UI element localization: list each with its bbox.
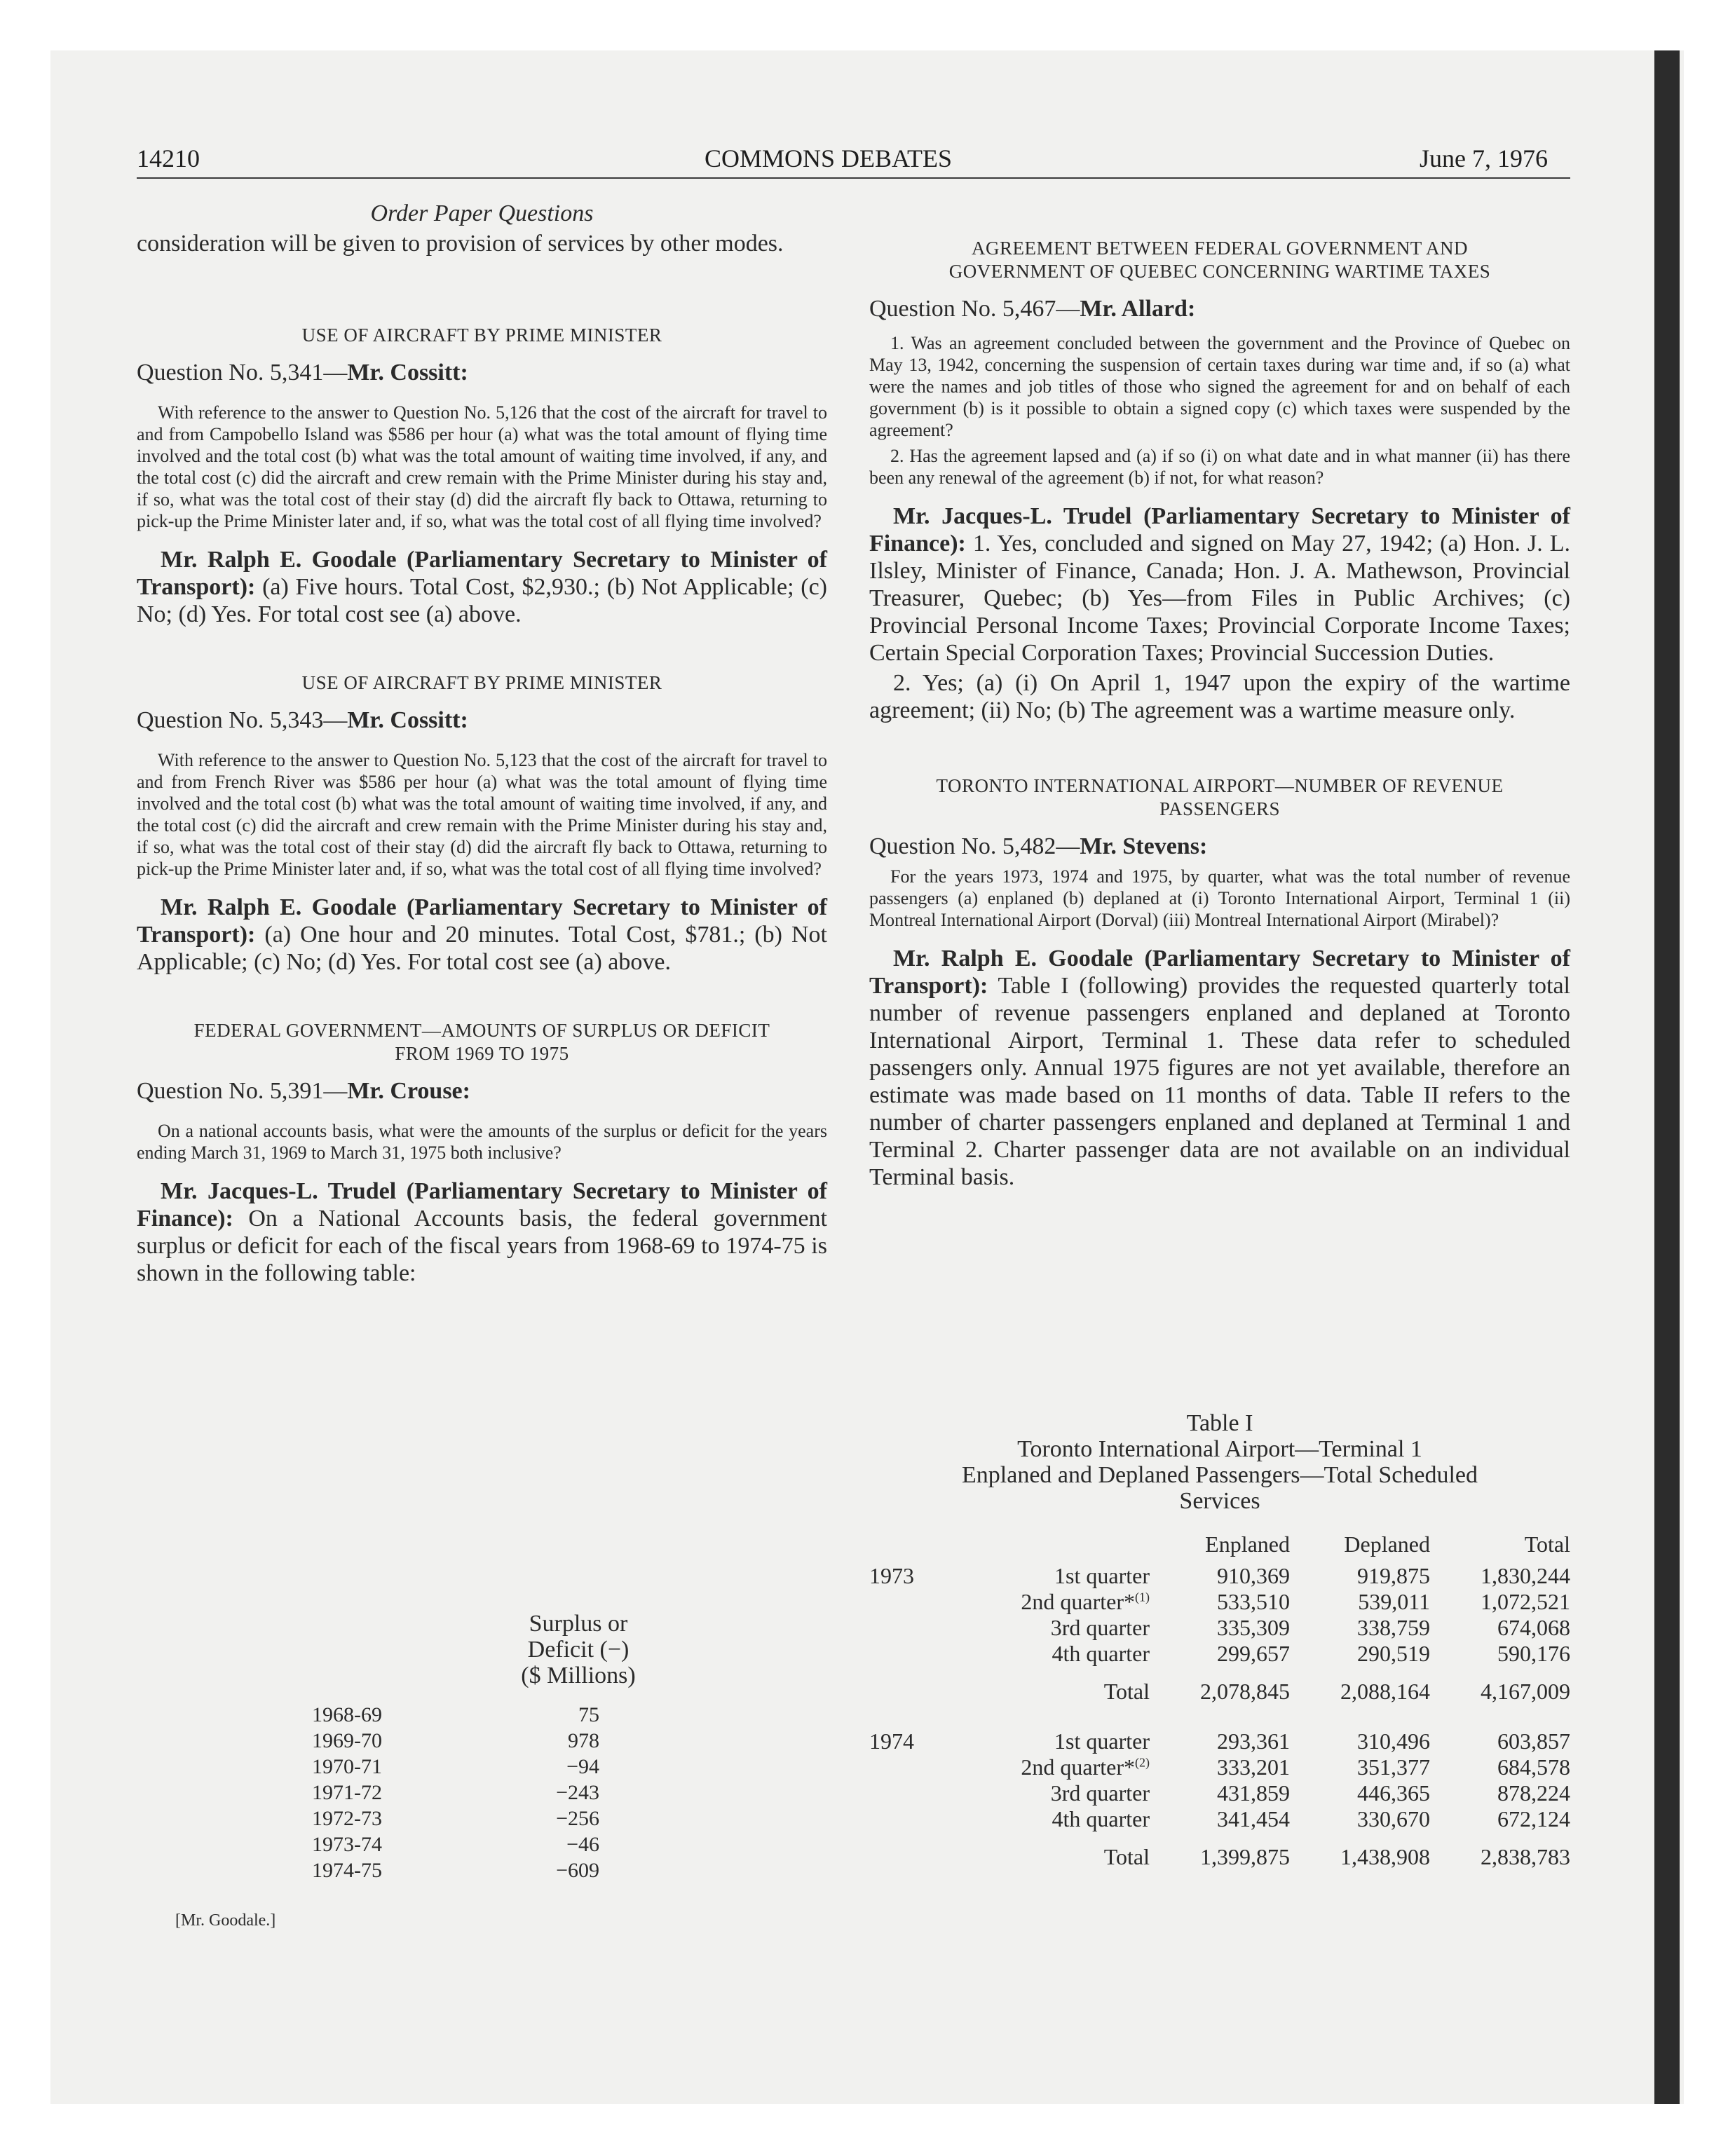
- answer-text: Mr. Jacques-L. Trudel (Parliamentary Secretary to Minister of Finance): 1. Yes, concluded and signed on May 27, 1942; (a) Hon. J. L. Ilsley, Minister of Finance, Canada; Hon. J. A. Mathewson, Provincial Treasurer, Quebec; (b) Yes—from Files in Public Archives; (c) Provincial Personal Income Taxes; Provincial Corporate Income Taxes; Certain Special Corporation Taxes; Provincial Succession Duties.: [869, 503, 1570, 666]
- enplaned-cell: 341,454: [1217, 1806, 1290, 1831]
- enplaned-cell: 2,078,845: [1200, 1679, 1290, 1704]
- deplaned-cell: 539,011: [1358, 1589, 1430, 1614]
- question-line: Question No. 5,343—Mr. Cossitt:: [137, 707, 468, 733]
- section-heading: TORONTO INTERNATIONAL AIRPORT—NUMBER OF REVENUE PASSENGERS: [936, 775, 1504, 819]
- answer-text: Mr. Ralph E. Goodale (Parliamentary Secretary to Minister of Transport): Table I (following) provides the requested quarterly total number of revenue passengers enplaned and deplaned at Toronto International Airport, Terminal 1. These data refer to scheduled passengers only. Annual 1975 figures are not yet available, therefore an estimate was made based on 11 months of data. Table II refers to the number of charter passengers enplaned and deplaned at Terminal 1 and Terminal 2. Charter passenger data are not available on an individual Terminal basis.: [869, 946, 1570, 1190]
- section-heading: USE OF AIRCRAFT BY PRIME MINISTER: [301, 672, 662, 693]
- deplaned-cell: 2,088,164: [1340, 1679, 1430, 1704]
- surplus-value: 978: [568, 1729, 599, 1752]
- enplaned-cell: 533,510: [1217, 1589, 1290, 1614]
- quarter-cell: 4th quarter: [1052, 1806, 1150, 1831]
- question-text: For the years 1973, 1974 and 1975, by quarter, what was the total number of revenue passengers (a) enplaned (b) deplaned at (i) Toronto International Airport, Terminal 1 (ii) Montreal International Airport (Dorval) (iii) Montreal International Airport (Mirabel)?: [869, 866, 1570, 930]
- total-cell: 4,167,009: [1481, 1679, 1570, 1704]
- column-header: Total: [1524, 1531, 1570, 1557]
- enplaned-cell: 431,859: [1217, 1780, 1290, 1806]
- table-row: [869, 1641, 1570, 1667]
- surplus-value: 75: [578, 1703, 599, 1726]
- surplus-column-header: Surplus or Deficit (−) ($ Millions): [521, 1611, 636, 1688]
- continuation-text: consideration will be given to provision of services by other modes.: [137, 231, 784, 257]
- speaker-note: [Mr. Goodale.]: [175, 1911, 276, 1930]
- fiscal-year: 1972-73: [312, 1807, 382, 1830]
- fiscal-year: 1968-69: [312, 1703, 382, 1726]
- question-text: 1. Was an agreement concluded between the government and the Province of Quebec on May 13, 1942, concerning the suspension of certain taxes during war time and, if so (a) what were the names and job titles of those who signed the agreement for and on behalf of each government (b) is it possible to obtain a signed copy (c) which taxes were suspended by the agreement?: [869, 333, 1570, 440]
- right-column: [869, 196, 1570, 1191]
- table-caption: Table I Toronto International Airport—Terminal 1 Enplaned and Deplaned Passengers—Total Scheduled Services: [962, 1410, 1478, 1514]
- deplaned-cell: 919,875: [1357, 1563, 1430, 1588]
- quarter-cell: 4th quarter: [1052, 1641, 1150, 1666]
- table-row: [869, 1728, 1570, 1754]
- fiscal-year: 1973-74: [312, 1833, 382, 1856]
- total-cell: 1,072,521: [1481, 1589, 1570, 1614]
- quarter-cell: 1st quarter: [1054, 1728, 1150, 1754]
- total-cell: 2,838,783: [1481, 1844, 1570, 1869]
- footnote-marker: (2): [1135, 1755, 1150, 1770]
- answer-text: 2. Yes; (a) (i) On April 1, 1947 upon the expiry of the wartime agreement; (ii) No; (b) The agreement was a wartime measure only.: [869, 670, 1570, 723]
- deplaned-cell: 338,759: [1357, 1615, 1430, 1640]
- total-cell: 603,857: [1497, 1728, 1570, 1754]
- total-cell: 672,124: [1497, 1806, 1570, 1831]
- question-text: 2. Has the agreement lapsed and (a) if so (i) on what date and in what manner (ii) has there been any renewal of the agreement (b) if not, for what reason?: [869, 446, 1570, 488]
- running-title: Order Paper Questions: [370, 200, 594, 226]
- publication-title: COMMONS DEBATES: [705, 144, 953, 172]
- surplus-value: −94: [566, 1755, 599, 1778]
- section-heading: USE OF AIRCRAFT BY PRIME MINISTER: [301, 325, 662, 346]
- total-cell: 1,830,244: [1481, 1563, 1570, 1588]
- quarter-cell: Total: [1103, 1844, 1150, 1869]
- question-line: Question No. 5,341—Mr. Cossitt:: [137, 360, 468, 386]
- deplaned-cell: 1,438,908: [1340, 1844, 1430, 1869]
- surplus-value: −609: [556, 1859, 599, 1882]
- quarter-cell: 1st quarter: [1054, 1563, 1150, 1588]
- enplaned-cell: 910,369: [1217, 1563, 1290, 1588]
- table-header-row: [869, 1531, 1570, 1557]
- deplaned-cell: 290,519: [1357, 1641, 1430, 1666]
- column-header: Deplaned: [1344, 1531, 1430, 1557]
- table-row: [312, 1807, 662, 1833]
- enplaned-cell: 335,309: [1217, 1615, 1290, 1640]
- fiscal-year: 1974-75: [312, 1859, 382, 1882]
- deplaned-cell: 446,365: [1357, 1780, 1430, 1806]
- table-row: [869, 1563, 1570, 1589]
- enplaned-cell: 1,399,875: [1200, 1844, 1290, 1869]
- surplus-value: −243: [556, 1781, 599, 1804]
- section-heading: AGREEMENT BETWEEN FEDERAL GOVERNMENT AND GOVERNMENT OF QUEBEC CONCERNING WARTIME TAXES: [948, 238, 1491, 282]
- scan-edge-bar: [1654, 50, 1680, 2104]
- question-line: Question No. 5,467—Mr. Allard:: [869, 296, 1196, 322]
- question-text: With reference to the answer to Question No. 5,126 that the cost of the aircraft for travel to and from Campobello Island was $586 per hour (a) what was the total amount of flying time involved and the total cost (b) what was the total amount of waiting time involved, if any, and the total cost (c) did the aircraft and crew remain with the Prime Minister during his stay and, if so, what was the total cost of their stay (d) did the aircraft fly back to Ottawa, returning to pick-up the Prime Minister later and, if so, what was the total cost of all flying time involved?: [137, 402, 827, 531]
- deplaned-cell: 310,496: [1357, 1728, 1430, 1754]
- table-row: [869, 1679, 1570, 1705]
- fiscal-year: 1969-70: [312, 1729, 382, 1752]
- question-line: Question No. 5,482—Mr. Stevens:: [869, 833, 1208, 859]
- table-row: [312, 1703, 662, 1729]
- question-text: With reference to the answer to Question No. 5,123 that the cost of the aircraft for travel to and from French River was $586 per hour (a) what was the total amount of flying time involved and the total cost (b) what was the total amount of waiting time involved, if any, and the total cost (c) did the aircraft and crew remain with the Prime Minister during his stay and, if so, what was the total cost of their stay (d) did the aircraft fly back to Ottawa, returning to pick-up the Prime Minister later and, if so, what was the total cost of all flying time involved?: [137, 750, 827, 879]
- quarter-cell: Total: [1103, 1679, 1150, 1704]
- total-cell: 590,176: [1497, 1641, 1570, 1666]
- table-row: [312, 1833, 662, 1859]
- left-column: [137, 196, 827, 1287]
- total-cell: 878,224: [1497, 1780, 1570, 1806]
- table-row: [869, 1844, 1570, 1870]
- table-row: [312, 1859, 662, 1885]
- surplus-value: −46: [566, 1833, 599, 1856]
- surplus-value: −256: [556, 1807, 599, 1830]
- table-row: [312, 1729, 662, 1755]
- enplaned-cell: 293,361: [1217, 1728, 1290, 1754]
- table-row: [869, 1806, 1570, 1832]
- page-date: June 7, 1976: [1420, 144, 1548, 172]
- quarter-cell: 3rd quarter: [1050, 1615, 1150, 1640]
- table-row: [869, 1780, 1570, 1806]
- question-line: Question No. 5,391—Mr. Crouse:: [137, 1078, 470, 1104]
- column-header: Enplaned: [1205, 1531, 1290, 1557]
- answer-text: Mr. Jacques-L. Trudel (Parliamentary Secretary to Minister of Finance): On a National Accounts basis, the federal government surplus or deficit for each of the fiscal years from 1968-69 to 1974-75 is shown in the following table:: [137, 1178, 827, 1286]
- header-rule: [137, 177, 1570, 179]
- quarter-cell: 3rd quarter: [1050, 1780, 1150, 1806]
- page-number: 14210: [137, 144, 200, 172]
- answer-text: Mr. Ralph E. Goodale (Parliamentary Secretary to Minister of Transport): (a) Five hours. Total Cost, $2,930.; (b) Not Applicable; (c) No; (d) Yes. For total cost see (a) above.: [137, 547, 827, 627]
- total-cell: 674,068: [1497, 1615, 1570, 1640]
- table-row: [312, 1755, 662, 1781]
- total-cell: 684,578: [1497, 1754, 1570, 1780]
- quarter-cell: 2nd quarter*$^{(1)}$: [1021, 1589, 1150, 1614]
- deplaned-cell: 351,377: [1357, 1754, 1430, 1780]
- table-row: [869, 1615, 1570, 1641]
- table-row: [869, 1589, 1570, 1615]
- enplaned-cell: 299,657: [1217, 1641, 1290, 1666]
- table-row: [869, 1754, 1570, 1780]
- enplaned-cell: 333,201: [1217, 1754, 1290, 1780]
- year-cell: 1974: [869, 1728, 914, 1754]
- section-heading: FEDERAL GOVERNMENT—AMOUNTS OF SURPLUS OR DEFICIT FROM 1969 TO 1975: [193, 1020, 770, 1064]
- year-cell: 1973: [869, 1563, 914, 1588]
- answer-text: Mr. Ralph E. Goodale (Parliamentary Secretary to Minister of Transport): (a) One hour and 20 minutes. Total Cost, $781.; (b) Not Applicable; (c) No; (d) Yes. For total cost see (a) above.: [137, 894, 827, 975]
- quarter-cell: 2nd quarter*$^{(2)}$: [1021, 1754, 1150, 1780]
- table-row: [312, 1781, 662, 1807]
- question-text: On a national accounts basis, what were the amounts of the surplus or deficit for the years ending March 31, 1969 to March 31, 1975 both inclusive?: [137, 1121, 827, 1163]
- fiscal-year: 1970-71: [312, 1755, 382, 1778]
- footnote-marker: (1): [1135, 1590, 1150, 1604]
- fiscal-year: 1971-72: [312, 1781, 382, 1804]
- deplaned-cell: 330,670: [1357, 1806, 1430, 1831]
